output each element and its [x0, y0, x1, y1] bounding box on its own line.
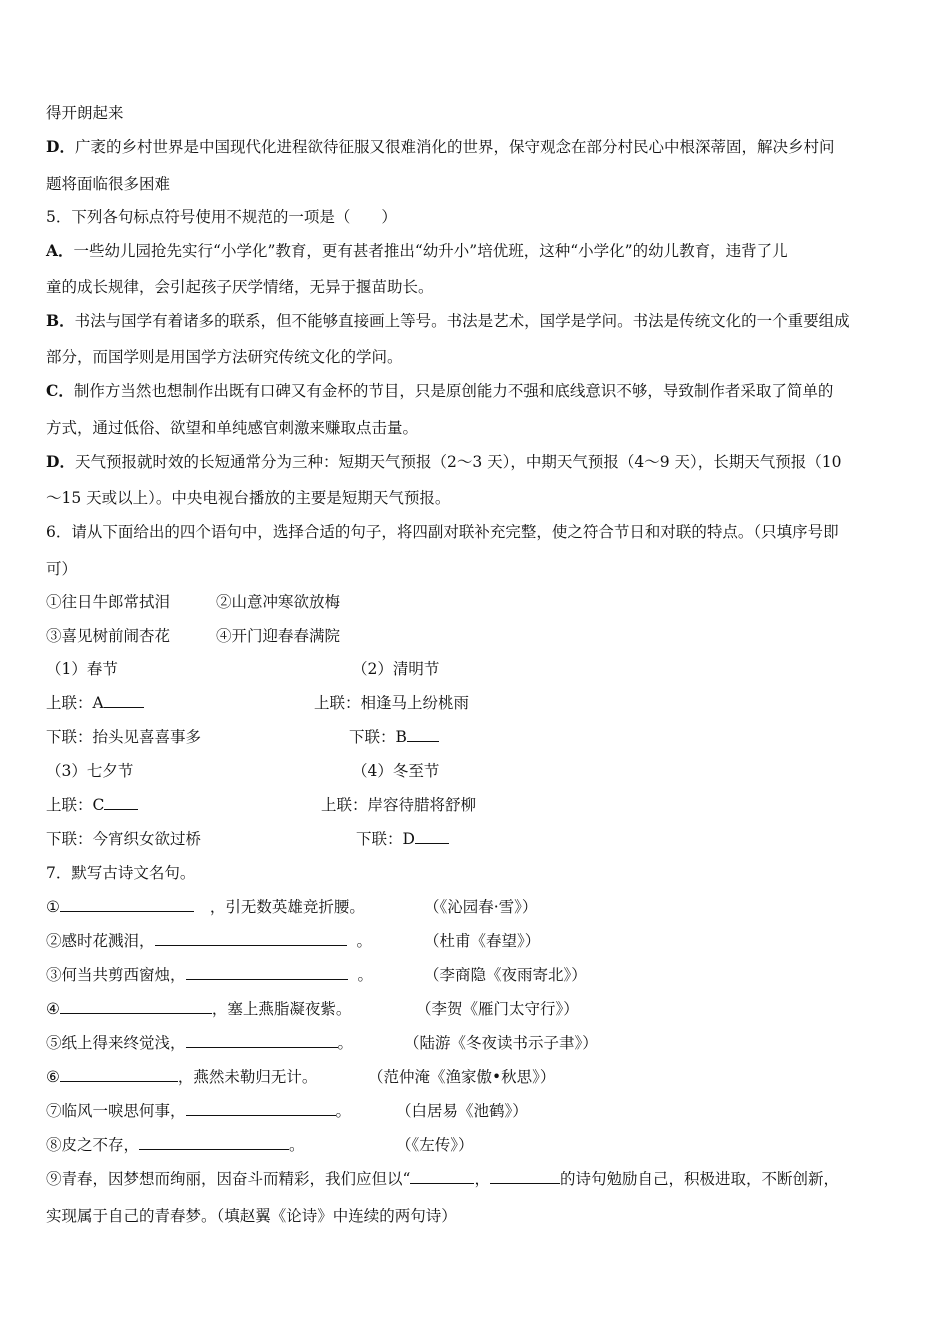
answer-blank[interactable]: [104, 795, 138, 810]
answer-blank[interactable]: [410, 1169, 474, 1184]
option-text: 制作方当然也想制作出既有口碑又有金杯的节目，只是原创能力不强和底线意识不够，导致制作者采取了简单的: [73, 382, 834, 400]
item-text: ⑨青春，因梦想而绚丽，因奋斗而精彩，我们应但以“: [46, 1170, 411, 1188]
item-text: ⑤纸上得来终觉浅，: [46, 1034, 186, 1052]
answer-blank[interactable]: [139, 1135, 289, 1150]
option-c-line: [46, 381, 910, 401]
text-line: 童的成长规律，会引起孩子厌学情绪，无异于揠苗助长。: [46, 278, 434, 296]
option-label: D．: [46, 452, 75, 471]
option-a-line: [46, 241, 910, 261]
item-text: 。: [356, 932, 373, 950]
item-text: ，: [474, 1170, 490, 1188]
option-b-line: [46, 311, 910, 331]
item-source: （陆游《冬夜读书示子聿》）: [404, 1034, 598, 1052]
couplet-header-row: [46, 659, 910, 679]
item-text: 。: [337, 1034, 354, 1052]
option-row: [46, 592, 910, 612]
choice-3: ③喜见树前闹杏花: [46, 627, 171, 645]
festival-qixi: （3）七夕节: [46, 762, 134, 780]
text-line: ～15 天或以上）。中央电视台播放的主要是短期天气预报。: [46, 489, 451, 507]
item-source: （白居易《池鹤》）: [396, 1102, 528, 1120]
answer-blank[interactable]: [407, 727, 439, 742]
item-source: （李商隐《夜雨寄北》）: [424, 966, 587, 984]
poem-line-5: [46, 1033, 910, 1053]
question-5-stem: 5．下列各句标点符号使用不规范的一项是（ ）: [46, 208, 397, 226]
poem-line-1: [46, 897, 910, 917]
couplet-row: [46, 795, 910, 815]
couplet-lower-3: 下联：今宵织女欲过桥: [46, 830, 202, 848]
option-text: 一些幼儿园抢先实行“小学化”教育，更有甚者推出“幼升小”培优班，这种“小学化”的幼儿教育，违背了儿: [73, 242, 788, 260]
couplet-row: [46, 829, 910, 849]
festival-spring: （1）春节: [46, 660, 118, 678]
answer-blank[interactable]: [415, 829, 449, 844]
item-text: ③何当共剪西窗烛，: [46, 966, 186, 984]
festival-qingming: （2）清明节: [352, 660, 440, 678]
couplet-header-row: [46, 761, 910, 781]
item-source: （《沁园春·雪》）: [424, 898, 538, 916]
item-text: 。: [357, 966, 374, 984]
item-text: ⑦临风一唳思何事，: [46, 1102, 186, 1120]
item-source: （李贺《雁门太守行》）: [416, 1000, 579, 1018]
choice-1: ①往日牛郎常拭泪: [46, 593, 171, 611]
text-line: 方式，通过低俗、欲望和单纯感官刺激来赚取点击量。: [46, 419, 419, 437]
item-text: ⑥: [46, 1068, 60, 1086]
item-text: ，引无数英雄竞折腰。: [209, 898, 365, 916]
text-line: 题将面临很多困难: [46, 175, 171, 193]
text-line: 部分，而国学则是用国学方法研究传统文化的学问。: [46, 348, 403, 366]
option-text: 天气预报就时效的长短通常分为三种：短期天气预报（2～3 天），中期天气预报（4～9 天），长期天气预报（10: [74, 453, 842, 471]
item-text: 。: [289, 1136, 305, 1154]
couplet-lower-d: 下联：D: [356, 830, 415, 848]
answer-blank[interactable]: [60, 897, 194, 912]
answer-blank[interactable]: [186, 1101, 336, 1116]
answer-blank[interactable]: [186, 1033, 338, 1048]
option-d-line: [46, 137, 910, 157]
answer-blank[interactable]: [60, 1067, 178, 1082]
answer-blank[interactable]: [104, 693, 144, 708]
couplet-upper-c: 上联：C: [46, 796, 105, 814]
option-label: B．: [46, 311, 75, 330]
couplet-row: [46, 727, 910, 747]
option-d-line: [46, 452, 910, 472]
answer-blank[interactable]: [60, 999, 212, 1014]
item-text: ①: [46, 898, 60, 916]
option-label: D．: [46, 137, 75, 156]
couplet-row: [46, 693, 910, 713]
poem-line-9: [46, 1169, 910, 1189]
item-text: ④: [46, 1000, 60, 1018]
festival-dongzhi: （4）冬至节: [352, 762, 440, 780]
answer-blank[interactable]: [186, 965, 348, 980]
item-source: （《左传》）: [396, 1136, 474, 1154]
item-text: 的诗句勉励自己，积极进取，不断创新，: [559, 1170, 839, 1188]
text-line: 可）: [46, 560, 78, 578]
item-source: （范仲淹《渔家傲•秋思》）: [368, 1068, 556, 1086]
couplet-upper-4: 上联：岸容待腊将舒柳: [321, 796, 477, 814]
option-label: A．: [46, 241, 74, 260]
question-7-stem: 7．默写古诗文名句。: [46, 864, 196, 882]
couplet-lower-1: 下联：抬头见喜喜事多: [46, 728, 202, 746]
poem-line-4: [46, 999, 910, 1019]
poem-line-7: [46, 1101, 910, 1121]
poem-line-6: [46, 1067, 910, 1087]
text-line: 得开朗起来: [46, 104, 124, 122]
item-text: 。: [335, 1102, 352, 1120]
couplet-upper-2: 上联：相逢马上纷桃雨: [314, 694, 470, 712]
option-row: [46, 626, 910, 646]
poem-line-3: [46, 965, 910, 985]
option-text: 书法与国学有着诸多的联系，但不能够直接画上等号。书法是艺术，国学是学问。书法是传统文化的一个重要组成: [74, 312, 850, 330]
choice-2: ②山意冲寒欲放梅: [216, 593, 341, 611]
poem-line-2: [46, 931, 910, 951]
option-text: 广袤的乡村世界是中国现代化进程欲待征服又很难消化的世界，保守观念在部分村民心中根深蒂固，解决乡村问: [74, 138, 835, 156]
option-label: C．: [46, 381, 74, 400]
answer-blank[interactable]: [490, 1169, 560, 1184]
couplet-upper-a: 上联：A: [46, 694, 104, 712]
item-text: ⑧皮之不存，: [46, 1136, 140, 1154]
answer-blank[interactable]: [155, 931, 347, 946]
item-source: （杜甫《春望》）: [424, 932, 541, 950]
couplet-lower-b: 下联：B: [349, 728, 407, 746]
choice-4: ④开门迎春春满院: [216, 627, 341, 645]
poem-line-8: [46, 1135, 910, 1155]
text-line: 实现属于自己的青春梦。（填赵翼《论诗》中连续的两句诗）: [46, 1207, 457, 1225]
item-text: ，塞上燕脂凝夜紫。: [211, 1000, 352, 1018]
item-text: ②感时花溅泪，: [46, 932, 155, 950]
item-text: ，燕然未勒归无计。: [177, 1068, 318, 1086]
question-6-stem: 6．请从下面给出的四个语句中，选择合适的句子，将四副对联补充完整，使之符合节日和对联的特点。（只填序号即: [46, 523, 839, 541]
